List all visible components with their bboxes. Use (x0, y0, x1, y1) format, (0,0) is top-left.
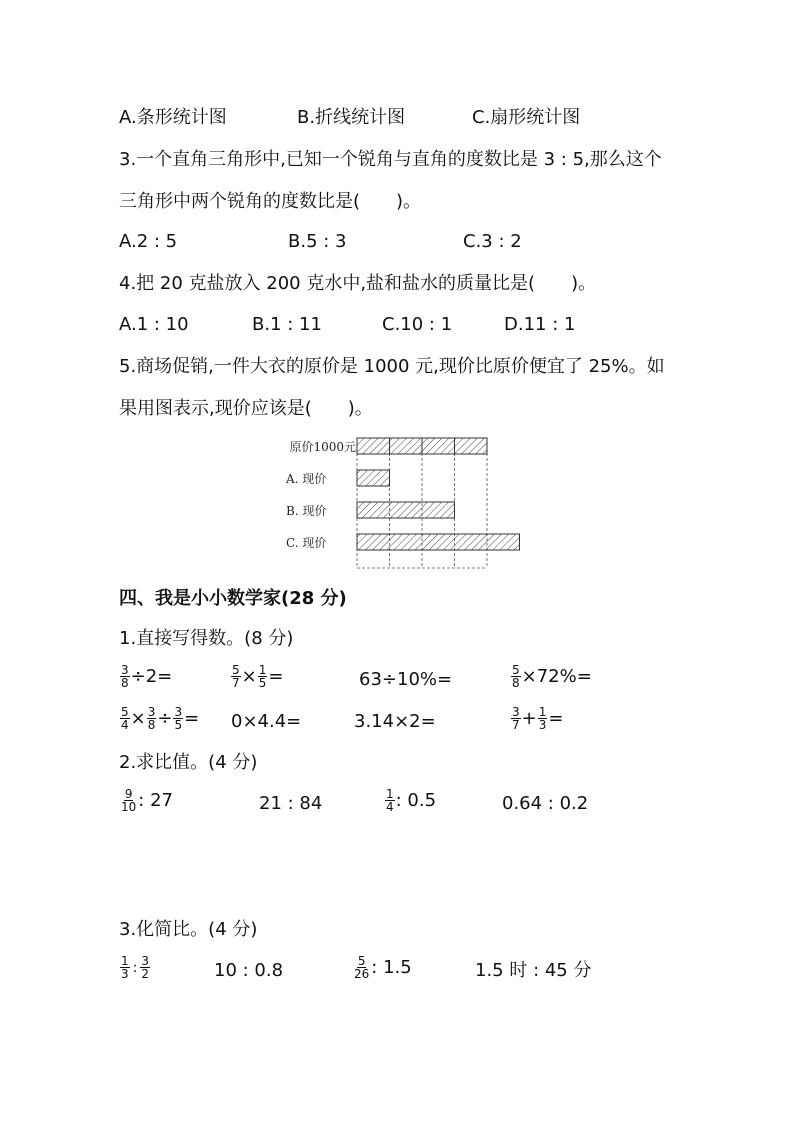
p1-row1-item-c: 63÷10%= (359, 669, 453, 690)
q3-option-a: A.2 : 5 (119, 231, 178, 252)
fraction: $\frac{5}{4}$ (121, 705, 129, 732)
q2-option-b: B.折线统计图 (297, 107, 406, 128)
p1-row1-item-d: $\frac{5}{8}$ ×72%= (512, 663, 592, 690)
bar-3 (357, 534, 520, 550)
fraction: $\frac{9}{10}$ (121, 787, 137, 814)
p1-row2-item-c: 3.14×2= (354, 711, 436, 732)
fraction: $\frac{3}{8}$ (147, 705, 156, 732)
fraction: $\frac{1}{4}$ (386, 787, 394, 814)
bar-label-0: 原价1000元 (289, 440, 356, 454)
p2-item-a: $\frac{9}{10}$ : 27 (121, 787, 173, 814)
chart-labels (285, 440, 356, 550)
fraction: $\frac{5}{26}$ (354, 954, 370, 981)
p1-row2-item-a: $\frac{5}{4}$ × $\frac{3}{8}$ ÷ $\frac{3}{5}$ = (121, 705, 200, 732)
q3-line2: 三角形中两个锐角的度数比是( )。 (119, 191, 422, 212)
chart-bars (357, 438, 520, 550)
p3-item-d: 1.5 时 : 45 分 (475, 960, 592, 981)
p1-row1-item-a: $\frac{3}{8}$ ÷2= (121, 663, 173, 690)
q4-option-b: B.1 : 11 (252, 314, 322, 335)
q4-option-c: C.10 : 1 (382, 314, 453, 335)
q3-option-b: B.5 : 3 (288, 231, 347, 252)
section4-p1-title: 1.直接写得数。(8 分) (119, 628, 294, 649)
p3-item-c: $\frac{5}{26}$ : 1.5 (354, 954, 412, 981)
p1-row2-item-b: 0×4.4= (231, 711, 302, 732)
p2-item-d: 0.64 : 0.2 (502, 793, 589, 814)
fraction: $\frac{1}{5}$ (258, 663, 267, 690)
p3-item-a: $\frac{1}{3}$ : $\frac{3}{2}$ (121, 954, 149, 981)
price-bar-chart (280, 430, 530, 575)
p1-row1-item-b: $\frac{5}{7}$ × $\frac{1}{5}$ = (232, 663, 284, 690)
fraction: $\frac{1}{3}$ (538, 705, 547, 732)
fraction: $\frac{3}{8}$ (121, 663, 129, 690)
fraction: $\frac{5}{7}$ (232, 663, 240, 690)
fraction: $\frac{5}{8}$ (512, 663, 520, 690)
q3-option-c: C.3 : 2 (463, 231, 522, 252)
q4-option-a: A.1 : 10 (119, 314, 189, 335)
q4-line: 4.把 20 克盐放入 200 克水中,盐和盐水的质量比是( )。 (119, 273, 597, 294)
bar-2 (357, 502, 455, 518)
q4-option-d: D.11 : 1 (504, 314, 576, 335)
q2-option-a: A.条形统计图 (119, 107, 227, 128)
fraction: $\frac{3}{7}$ (512, 705, 520, 732)
bar-1 (357, 470, 390, 486)
q2-option-c: C.扇形统计图 (472, 107, 581, 128)
section4-title: 四、我是小小数学家(28 分) (119, 588, 347, 609)
fraction: $\frac{1}{3}$ (121, 954, 129, 981)
p2-item-c: $\frac{1}{4}$ : 0.5 (386, 787, 437, 814)
q3-line1: 3.一个直角三角形中,已知一个锐角与直角的度数比是 3 : 5,那么这个 (119, 149, 662, 170)
p1-row2-item-d: $\frac{3}{7}$ + $\frac{1}{3}$ = (512, 705, 564, 732)
fraction: $\frac{3}{2}$ (141, 954, 149, 981)
p3-item-b: 10 : 0.8 (214, 960, 284, 981)
fraction: $\frac{3}{5}$ (174, 705, 183, 732)
bar-label-3: C. 现价 (286, 536, 327, 550)
section4-p3-title: 3.化简比。(4 分) (119, 919, 258, 940)
q5-line2: 果用图表示,现价应该是( )。 (119, 398, 373, 419)
q5-line1: 5.商场促销,一件大衣的原价是 1000 元,现价比原价便宜了 25%。如 (119, 356, 665, 377)
bar-label-1: A. 现价 (286, 472, 327, 486)
p2-item-b: 21 : 84 (259, 793, 323, 814)
bar-label-2: B. 现价 (286, 504, 327, 518)
section4-p2-title: 2.求比值。(4 分) (119, 752, 258, 773)
